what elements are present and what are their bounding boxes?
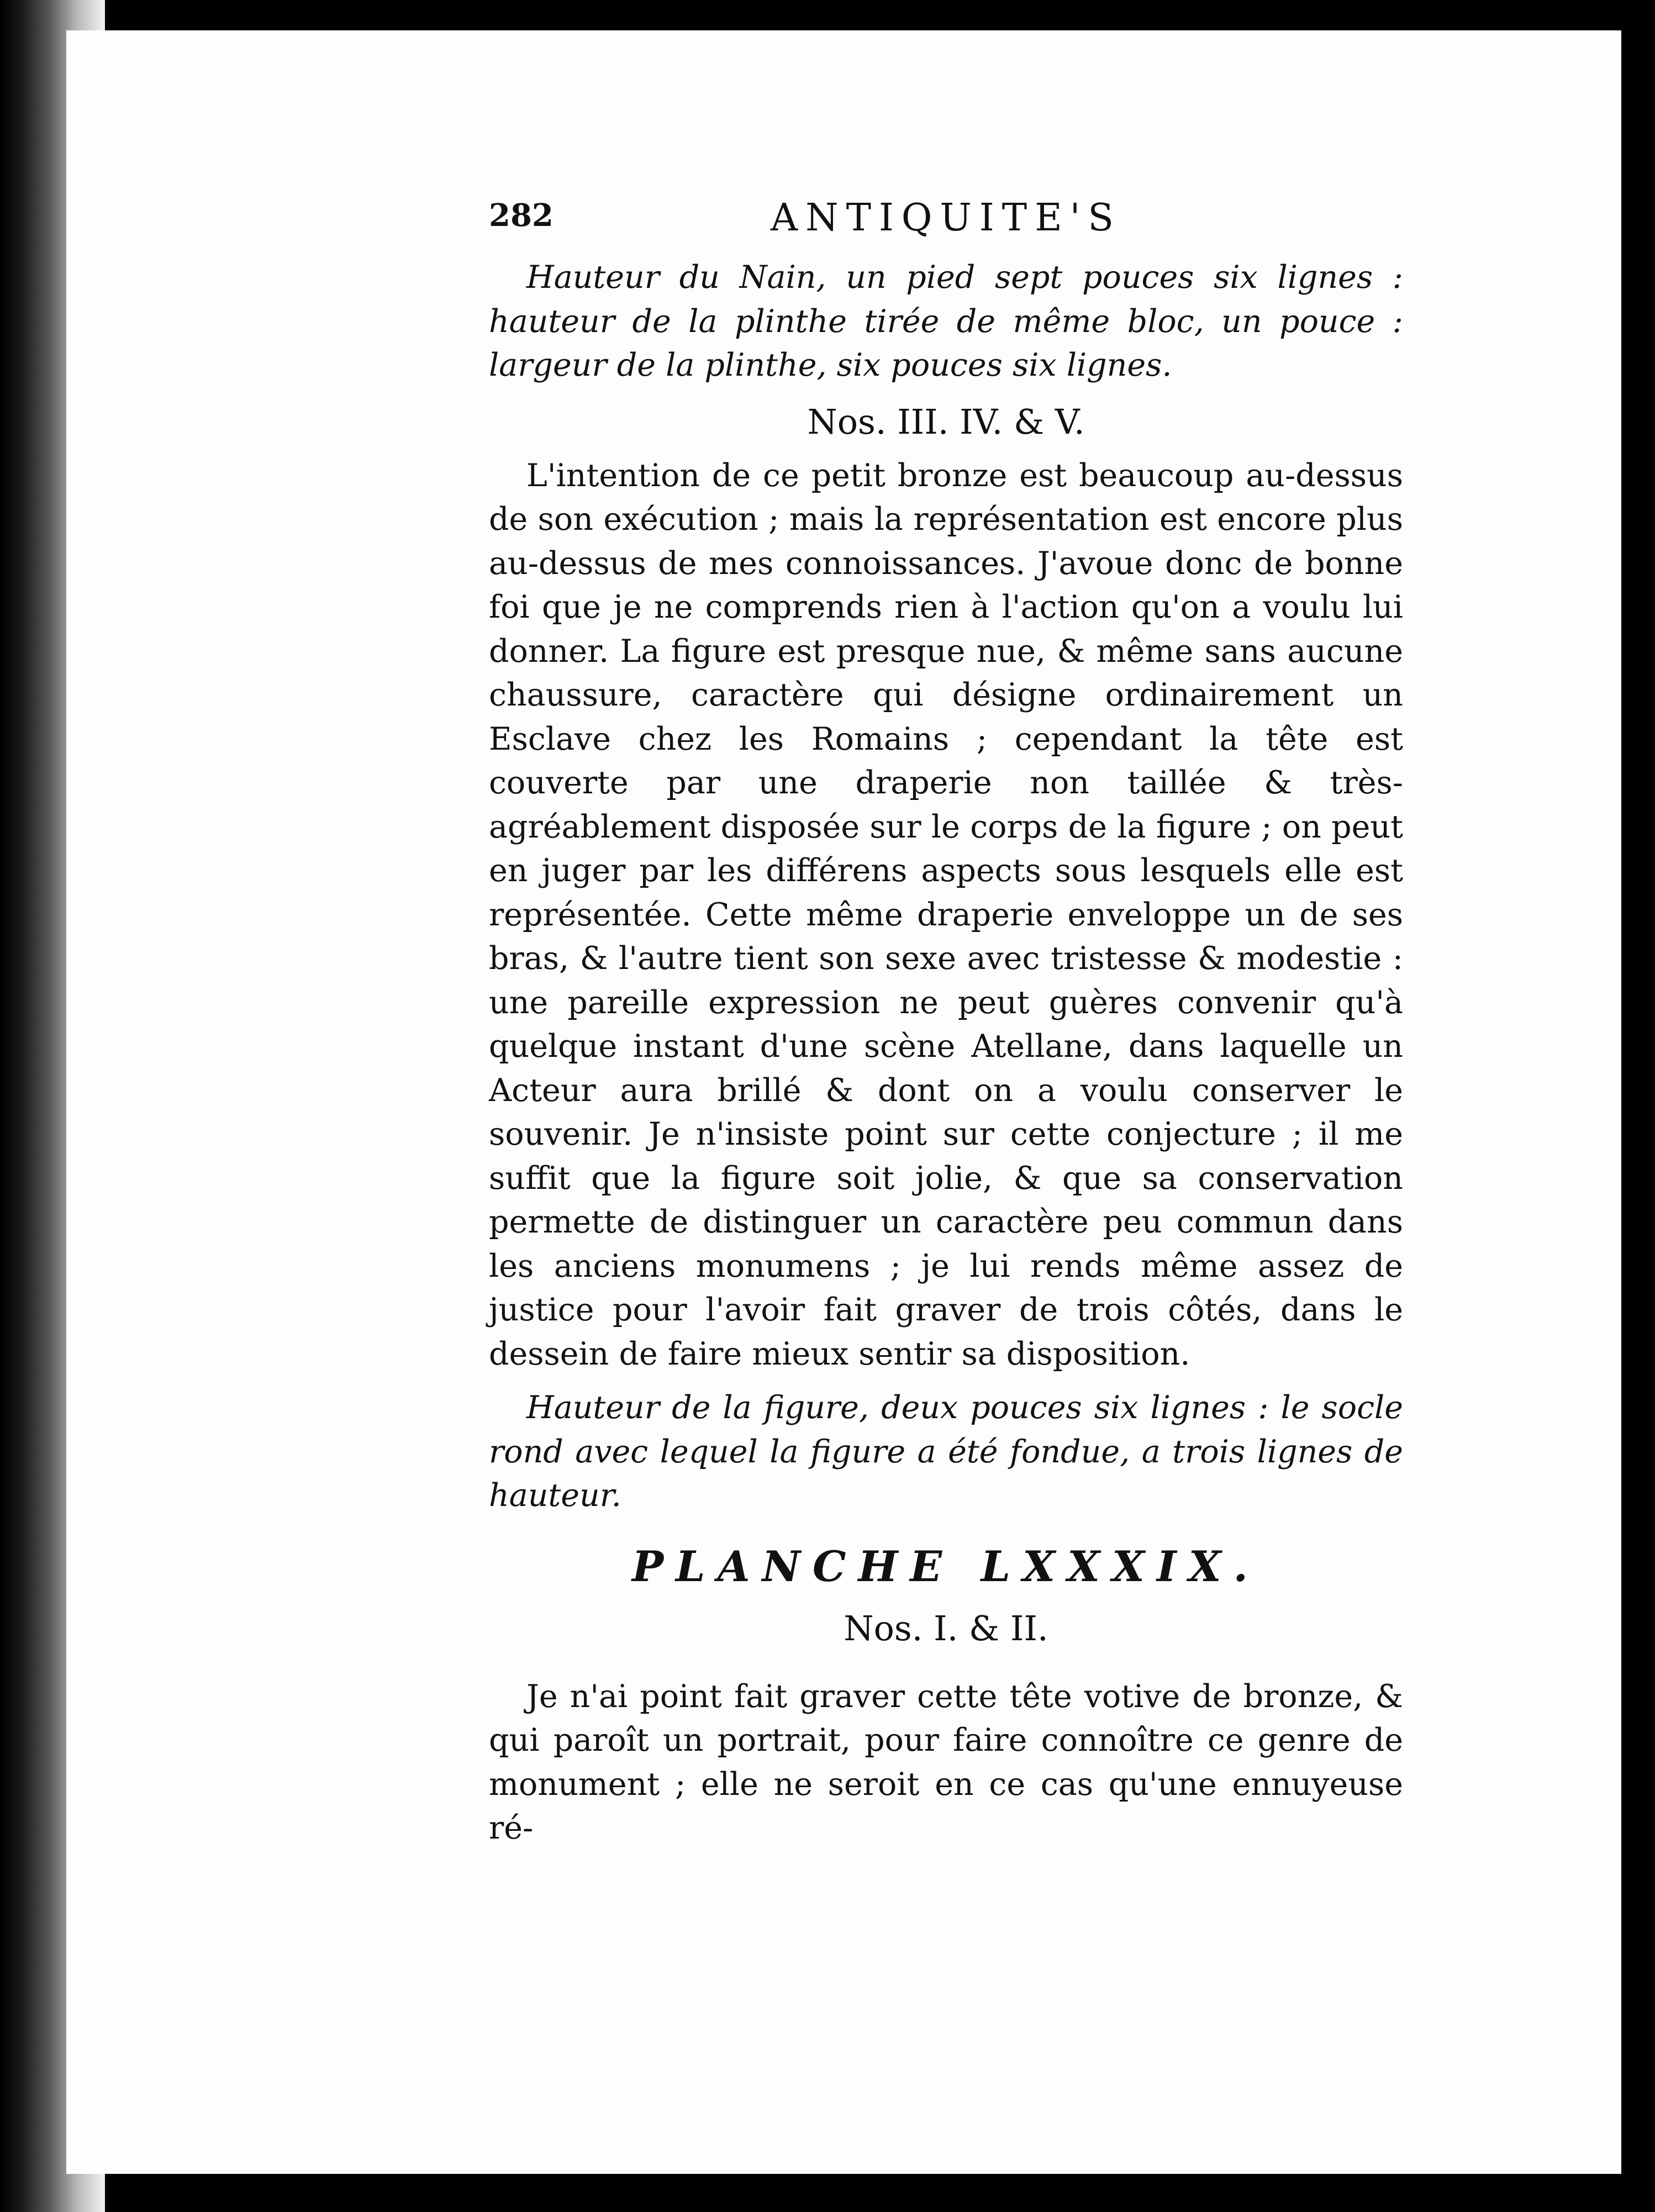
page-number: 282 — [489, 197, 554, 234]
votive-head-paragraph: Je n'ai point fait graver cette tête votive de bronze, & qui paroît un portrait, pour faire connoître ce genre de monument ; elle ne seroit en ce cas qu'une ennuyeuse ré- — [489, 1678, 1403, 1846]
page-header — [489, 196, 1403, 256]
plate-heading: PLANCHE LXXXIX. — [631, 1541, 1261, 1591]
running-title: ANTIQUITE'S — [770, 196, 1121, 240]
dwarf-dimensions: Hauteur du Nain, un pied sept pouces six lignes : hauteur de la plinthe tirée de même bloc, un pouce : largeur de la plinthe, six pouces six lignes. — [489, 259, 1403, 383]
figure-dimensions: Hauteur de la figure, deux pouces six lignes : le socle rond avec lequel la figure a été fondue, a trois lignes de hauteur. — [489, 1389, 1403, 1514]
section-heading-nos-iii-iv-v: Nos. III. IV. & V. — [807, 401, 1085, 442]
section-heading-nos-i-ii: Nos. I. & II. — [844, 1608, 1048, 1649]
page-content — [489, 196, 1403, 1851]
bronze-description-paragraph: L'intention de ce petit bronze est beaucoup au-dessus de son exécution ; mais la représentation est encore plus au-dessus de mes connoissances. J'avoue donc de bonne foi que je ne comprends rien à l'action qu'on a voulu lui donner. La figure est presque nue, & même sans aucune chaussure, caractère qui désigne ordinairement un Esclave chez les Romains ; cependant la tête est couverte par une draperie non taillée & très-agréablement disposée sur le corps de la figure ; on peut en juger par les différens aspects sous lesquels elle est représentée. Cette même draperie enveloppe un de ses bras, & l'autre tient son sexe avec tristesse & modestie : une pareille expression ne peut guères convenir qu'à quelque instant d'une scène Atellane, dans laquelle un Acteur aura brillé & dont on a voulu conserver le souvenir. Je n'insiste point sur cette conjecture ; il me suffit que la figure soit jolie, & que sa conservation permette de distinguer un caractère peu commun dans les anciens monumens ; je lui rends même assez de justice pour l'avoir fait graver de trois côtés, dans le dessein de faire mieux sentir sa disposition. — [489, 457, 1403, 1372]
